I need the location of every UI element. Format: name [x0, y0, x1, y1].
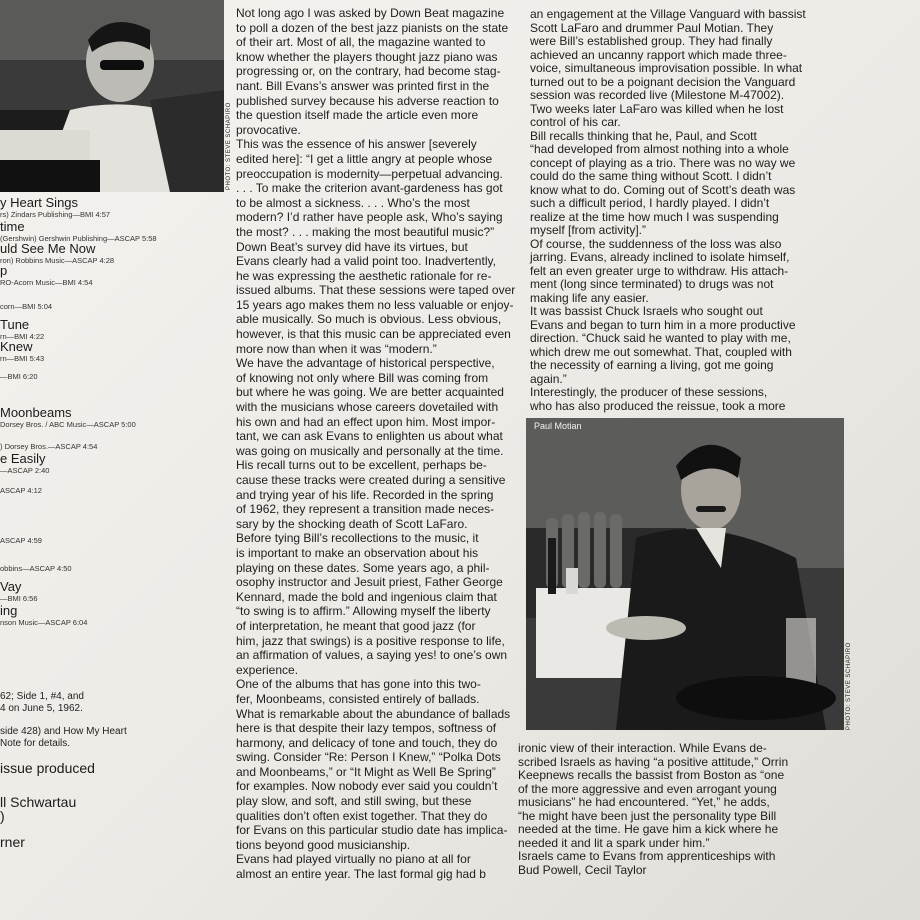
text-line: for Evans on this particular studio date has implica- — [236, 823, 508, 838]
paul-motian-photo-image — [526, 418, 844, 730]
track-entry: Tune rn—BMI 4:22 — [0, 317, 45, 341]
text-line: One of the albums that has gone into this two- — [236, 677, 481, 692]
text-line: realize at the time how much I was suspending — [530, 209, 779, 224]
text-line: needed it and lit a spark under him.” — [518, 835, 710, 850]
text-line: of interpretation, he meant that good jazz (for — [236, 618, 476, 633]
track-list — [0, 190, 240, 920]
credits-line: ll Schwartau — [0, 794, 77, 810]
text-line: almost an entire year. The last formal gig had b — [236, 867, 486, 882]
text-line: needed at the time. He gave him a kick where he — [518, 822, 779, 836]
text-line: achieved an uncanny rapport which made three- — [530, 47, 787, 62]
track-entry: p RO-Acorn Music—BMI 4:54 — [0, 263, 93, 287]
text-line: fer, Moonbeams, consisted entirely of ballads. — [236, 691, 480, 706]
text-line: cause these tracks were created during a sensitive — [236, 473, 506, 487]
track-entry: ASCAP 4:59 — [0, 536, 42, 545]
text-line: “had developed from almost nothing into a whole — [530, 142, 789, 156]
track-entry: ASCAP 4:12 — [0, 486, 42, 495]
track-entry: time (Gershwin) Gershwin Publishing—ASCAP 5:58 — [0, 219, 157, 243]
text-line: scribed Israels as having “a positive attitude,” Orrin — [518, 754, 789, 769]
text-line: concept of playing as a trio. There was no way we — [530, 155, 796, 170]
text-line: an engagement at the Village Vanguard with bassist — [530, 7, 806, 21]
text-line: turned out to be a poignant decision the Vanguard — [530, 74, 796, 89]
text-line: of their art. Most of all, the magazine wanted to — [236, 35, 486, 50]
liner-notes-column-right-top — [530, 8, 842, 413]
session-note: Note for details. — [0, 738, 71, 749]
session-note: side 428) and How My Heart — [0, 726, 127, 737]
text-line: swing. Consider “Re: Person I Knew,” “Polka Dots — [236, 750, 501, 765]
text-line: of knowing not only where Bill was coming from — [236, 370, 489, 385]
text-line: for examples. Now nobody ever said you couldn’t — [236, 779, 498, 794]
text-line: of 1962, they represent a transition made neces- — [236, 502, 495, 517]
text-line: was going on musically and personally at the time. — [236, 443, 504, 458]
text-line: Evans and began to turn him in a more productive — [530, 317, 796, 332]
text-line: musicians” he had encountered. “Yet,” he adds, — [518, 795, 770, 809]
text-line: published survey because his adverse reaction to — [236, 93, 499, 108]
text-line: jarring. Evans, already inclined to isolate himself, — [530, 250, 790, 264]
text-line: were Bill’s established group. They had finally — [530, 34, 773, 48]
text-line: know what to do. Coming out of Scott’s death was — [530, 182, 796, 197]
track-entry: ) Dorsey Bros.—ASCAP 4:54 — [0, 442, 98, 451]
text-line: What is remarkable about the abundance of ballads — [236, 706, 511, 721]
track-entry: —BMI 6:20 — [0, 372, 38, 381]
text-line: the necessity of earning a living, got me going — [530, 358, 774, 372]
text-line: 15 years ago makes them no less valuable or enjoy- — [236, 297, 514, 312]
text-line: which drew me out somewhat. That, coupled with — [530, 344, 792, 359]
text-line: provocative. — [236, 122, 301, 137]
track-entry: Vay —BMI 6:56 — [0, 579, 38, 603]
track-entry: Knew rn—BMI 5:43 — [0, 339, 45, 363]
credits-line: rner — [0, 834, 25, 850]
session-note: 4 on June 5, 1962. — [0, 703, 83, 714]
liner-notes-column-middle — [236, 6, 524, 882]
text-line: osophy instructor and Jesuit priest, Father George — [236, 575, 503, 590]
text-line: harmony, and delicacy of tone and touch, they do — [236, 735, 498, 750]
liner-notes-column-right-bottom — [518, 742, 848, 877]
text-line: is important to make an observation about his — [236, 545, 479, 560]
text-line: and Moonbeams,” or “It Might as Well Be Spring” — [236, 764, 496, 779]
text-line: Interestingly, the producer of these sessions, — [530, 385, 768, 399]
pianist-photo-image — [0, 0, 224, 192]
text-line: Scott LaFaro and drummer Paul Motian. They — [530, 20, 774, 35]
text-line: the question itself made the article even more — [236, 108, 479, 123]
photo-credit-right: PHOTO: STEVE SCHAPIRO — [846, 642, 852, 730]
photo-credit-top: PHOTO: STEVE SCHAPIRO — [226, 102, 232, 190]
text-line: to poll a dozen of the best jazz pianists on the state — [236, 20, 509, 35]
text-line: It was bassist Chuck Israels who sought out — [530, 304, 763, 318]
text-line: preoccupation is modernity—perpetual advancing. — [236, 166, 503, 181]
text-line: he was expressing the aesthetic rationale for re- — [236, 268, 492, 283]
text-line: session was recorded live (Milestone M-47002). — [530, 88, 785, 102]
text-line: ironic view of their interaction. While Evans de- — [518, 741, 767, 755]
credits-line: issue produced — [0, 760, 95, 776]
track-entry: uld See Me Now ron) Robbins Music—ASCAP 4:28 — [0, 241, 115, 265]
track-entry: ing nson Music—ASCAP 6:04 — [0, 603, 88, 627]
paul-motian-photo — [526, 418, 844, 730]
text-line: voice, simultaneous improvisation possible. In what — [530, 61, 803, 75]
text-line: able musically. So much is obvious. Less obvious, — [236, 312, 502, 327]
text-line: His recall turns out to be excellent, perhaps be- — [236, 458, 487, 473]
text-line: myself [from activity].” — [530, 223, 647, 237]
text-line: the most? . . . making the most beautiful music?” — [236, 224, 495, 239]
track-entry: corn—BMI 5:04 — [0, 302, 53, 311]
text-line: more now than when it was “modern.” — [236, 341, 437, 356]
text-line: but where he was going. We are better acquainted — [236, 385, 504, 400]
text-line: experience. — [236, 662, 299, 677]
text-line: progressing or, on the contrary, had become stag- — [236, 64, 501, 79]
text-line: “he might have been just the personality type Bill — [518, 808, 777, 823]
text-line: Down Beat’s survey did have its virtues, but — [236, 239, 468, 254]
text-line: This was the essence of his answer [severely — [236, 137, 477, 152]
session-note: 62; Side 1, #4, and — [0, 691, 84, 702]
text-line: We have the advantage of historical perspective, — [236, 356, 495, 371]
text-line: direction. “Chuck said he wanted to play with me, — [530, 331, 791, 345]
text-line: ment (long since terminated) to drugs was not — [530, 277, 774, 291]
text-line: Two weeks later LaFaro was killed when he lost — [530, 101, 784, 116]
text-line: qualities don’t often exist together. That they do — [236, 808, 488, 823]
text-line: of the more aggressive and even arrogant young — [518, 781, 777, 796]
photo-caption: Paul Motian — [534, 421, 582, 431]
text-line: nant. Bill Evans’s answer was printed first in the — [236, 78, 490, 93]
text-line: control of his car. — [530, 115, 621, 129]
text-line: and trying year of his life. Recorded in the spring — [236, 487, 494, 502]
text-line: edited here]: “I get a little angry at people whose — [236, 151, 493, 166]
text-line: Bill recalls thinking that he, Paul, and Scott — [530, 128, 757, 143]
text-line: modern? I’d rather have people ask, Who’s saying — [236, 210, 503, 225]
text-line: to be almost a sickness. . . . Who’s the most — [236, 195, 470, 210]
track-entry: e Easily —ASCAP 2:40 — [0, 451, 50, 475]
text-line: his own and had an effect upon him. Most impor- — [236, 414, 496, 429]
text-line: Keepnews recalls the bassist from Boston as “one — [518, 768, 785, 782]
text-line: making life any easier. — [530, 290, 649, 305]
text-line: Evans clearly had a valid point too. Inadvertently, — [236, 254, 496, 269]
credits-line: ) — [0, 808, 5, 824]
text-line: play slow, and soft, and still swing, but these — [236, 794, 472, 809]
text-line: felt an even greater urge to withdraw. His attach- — [530, 263, 789, 278]
text-line: him, jazz that swings) is a positive response to life, — [236, 633, 505, 648]
track-entry: Moonbeams Dorsey Bros. / ABC Music—ASCAP 5:00 — [0, 405, 136, 429]
text-line: sary by the shocking death of Scott LaFaro. — [236, 516, 468, 531]
text-line: again.” — [530, 371, 567, 386]
text-line: issued albums. That these sessions were taped over — [236, 283, 516, 298]
text-line: Before tying Bill’s recollections to the music, it — [236, 531, 479, 546]
text-line: who has also produced the reissue, took a more — [530, 398, 786, 413]
text-line: Kennard, made the bold and ingenious claim that — [236, 589, 497, 604]
text-line: here is that despite their lazy tempos, softness of — [236, 721, 497, 736]
text-line: Israels came to Evans from apprenticeships with — [518, 849, 776, 863]
text-line: Evans had played virtually no piano at all for — [236, 852, 471, 867]
track-entry: obbins—ASCAP 4:50 — [0, 564, 72, 573]
text-line: . . . To make the criterion avant-gardeness has got — [236, 181, 503, 196]
text-line: playing on these dates. Some years ago, a phil- — [236, 560, 490, 575]
text-line: Not long ago I was asked by Down Beat magazine — [236, 6, 505, 20]
pianist-photo — [0, 0, 224, 192]
text-line: tions beyond good musicianship. — [236, 837, 411, 852]
text-line: Of course, the suddenness of the loss was also — [530, 236, 782, 251]
text-line: know whether the players thought jazz piano was — [236, 49, 498, 64]
text-line: Bud Powell, Cecil Taylor — [518, 862, 647, 877]
text-line: could do the same thing without Scott. I didn’t — [530, 169, 772, 183]
text-line: an affirmation of values, a saying yes! to one’s own — [236, 648, 508, 663]
text-line: however, is that this music can be appreciated even — [236, 327, 511, 342]
text-line: with the musicians whose careers dovetailed with — [236, 400, 499, 415]
text-line: “to swing is to affirm.” Allowing myself the liberty — [236, 604, 491, 619]
text-line: such a difficult period, I hardly played. I didn’t — [530, 196, 770, 210]
track-entry: y Heart Sings rs) Zindars Publishing—BMI 4:57 — [0, 195, 111, 219]
text-line: tant, we can ask Evans to enlighten us about what — [236, 429, 503, 444]
